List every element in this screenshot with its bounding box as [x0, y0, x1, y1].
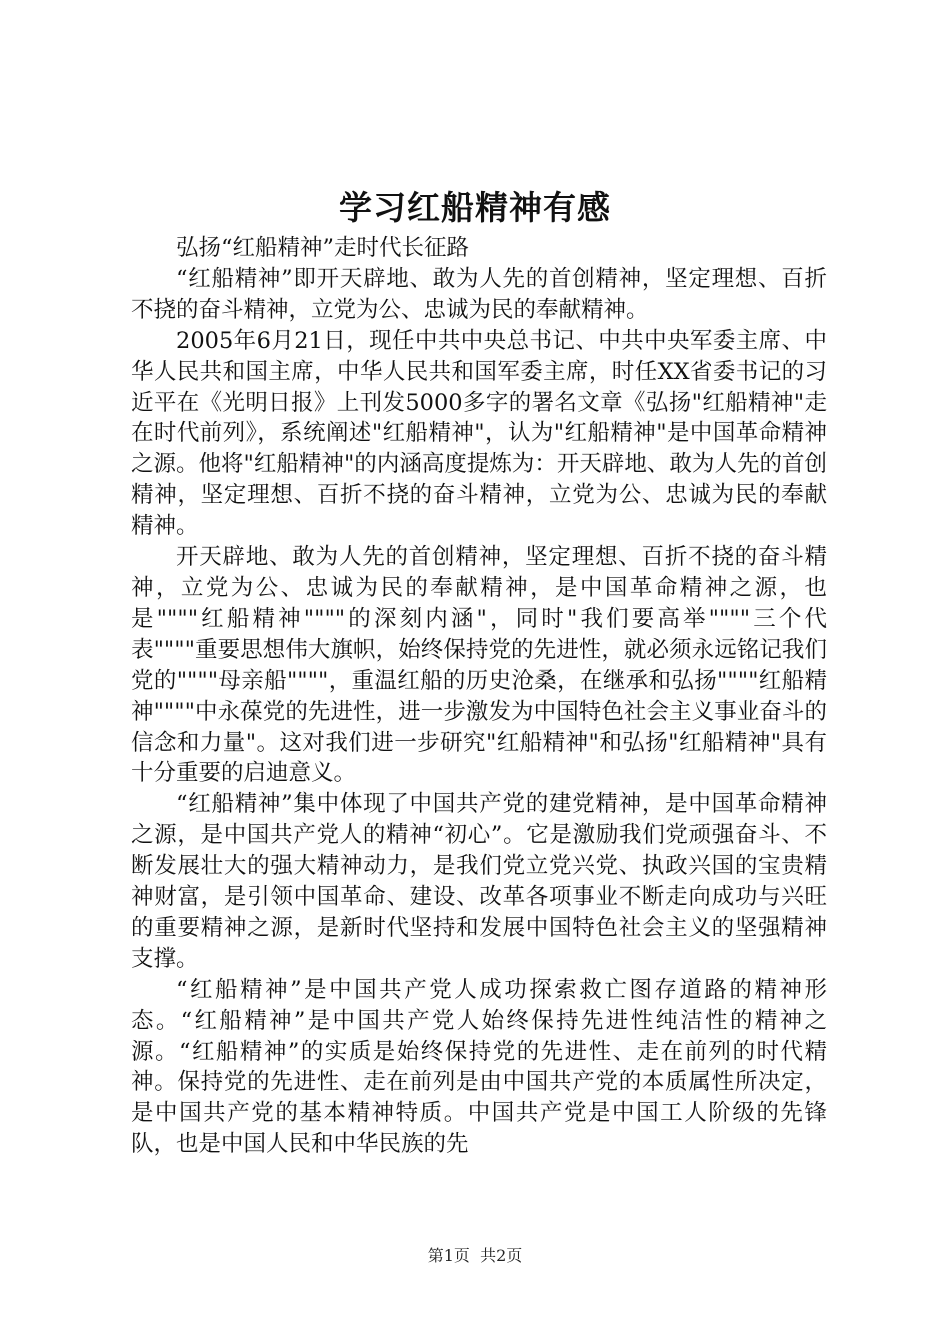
body-paragraph: “红船精神”即开天辟地、敢为人先的首创精神，坚定理想、百折不挠的奋斗精神，立党为公、忠诚为民的奉献精神。 — [131, 265, 827, 323]
page-number-label: 第1页 共2页 — [427, 1246, 523, 1265]
body-paragraph: 开天辟地、敢为人先的首创精神，坚定理想、百折不挠的奋斗精神，立党为公、忠诚为民的奉献精神，是中国革命精神之源，也是""""红船精神""""的深刻内涵"，同时"我们要高举""""三个代表""""重要思想伟大旗帜，始终保持党的先进性，就必须永远铭记我们党的""""母亲船""""，重温红船的历史沧桑，在继承和弘扬""""红船精神""""中永葆党的先进性，进一步激发为中国特色社会主义事业奋斗的信念和力量"。这对我们进一步研究"红船精神"和弘扬"红船精神"具有十分重要的启迪意义。 — [131, 544, 827, 787]
body-paragraph: 2005年6月21日，现任中共中央总书记、中共中央军委主席、中华人民共和国主席，中华人民共和国军委主席，时任XX省委书记的习近平在《光明日报》上刊发5000多字的署名文章《弘扬"红船精神"走在时代前列》，系统阐述"红船精神"，认为"红船精神"是中国革命精神之源。他将"红船精神"的内涵高度提炼为：开天辟地、敢为人先的首创精神，坚定理想、百折不挠的奋斗精神，立党为公、忠诚为民的奉献精神。 — [131, 327, 827, 540]
subtitle-paragraph: 弘扬“红船精神”走时代长征路 — [176, 235, 470, 261]
body-paragraph: “红船精神”集中体现了中国共产党的建党精神，是中国革命精神之源，是中国共产党人的精神“初心”。它是激励我们党顽强奋斗、不断发展壮大的强大精神动力，是我们党立党兴党、执政兴国的宝贵精神财富，是引领中国革命、建设、改革各项事业不断走向成功与兴旺的重要精神之源，是新时代坚持和发展中国特色社会主义的坚强精神支撑。 — [131, 791, 827, 972]
document-body — [131, 233, 827, 1160]
document-title: 学习红船精神有感 — [339, 188, 611, 227]
body-paragraph: “红船精神”是中国共产党人成功探索救亡图存道路的精神形态。“红船精神”是中国共产党人始终保持先进性纯洁性的精神之源。“红船精神”的实质是始终保持党的先进性、走在前列的时代精神。保持党的先进性、走在前列是由中国共产党的本质属性所决定，是中国共产党的基本精神特质。中国共产党是中国工人阶级的先锋队，也是中国人民和中华民族的先 — [131, 976, 827, 1158]
page-footer — [0, 1244, 950, 1268]
